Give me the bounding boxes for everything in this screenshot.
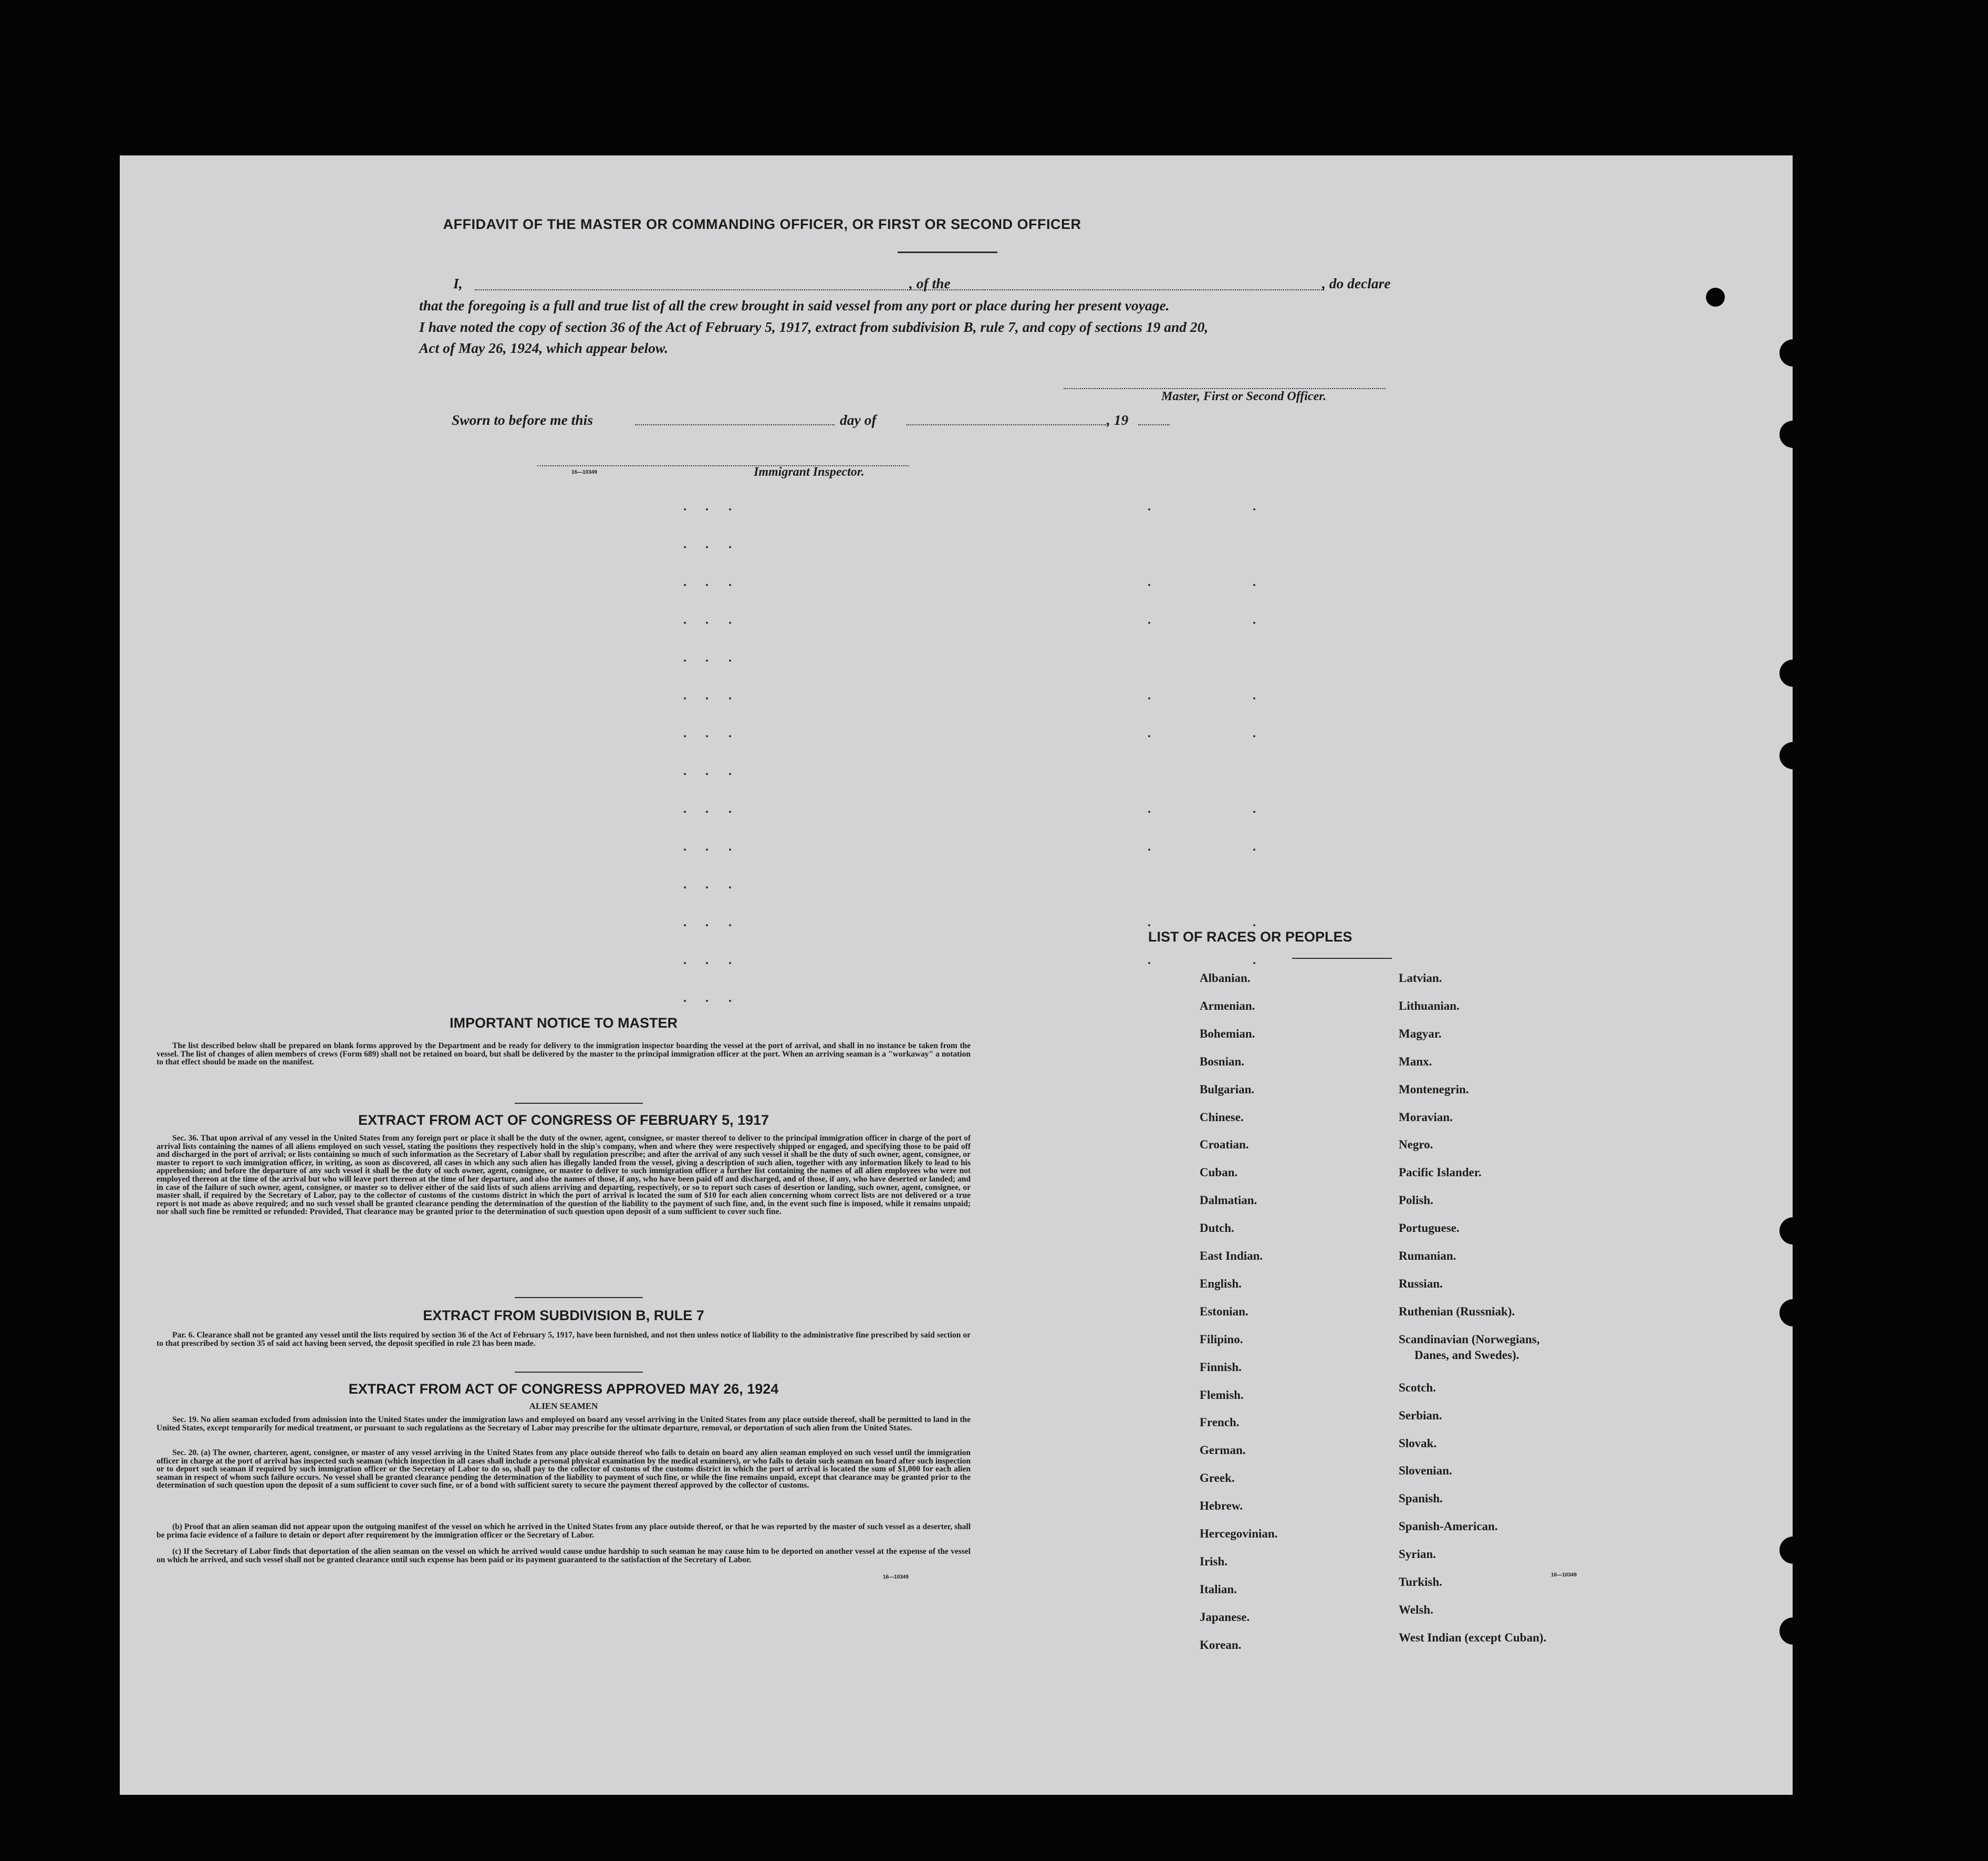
race-item: Cuban. bbox=[1200, 1166, 1238, 1179]
race-item: Montenegrin. bbox=[1399, 1082, 1469, 1096]
perforation-dot bbox=[1148, 584, 1150, 586]
perforation-dot bbox=[1148, 962, 1150, 964]
punch-hole bbox=[1779, 1617, 1793, 1645]
perforation-dot bbox=[1148, 735, 1150, 737]
sworn-month-blank[interactable] bbox=[907, 424, 1106, 425]
document-page bbox=[120, 155, 1793, 1795]
race-item: German. bbox=[1200, 1444, 1246, 1457]
perforation-dot bbox=[684, 1000, 686, 1002]
form-number-top: 16—10349 bbox=[571, 469, 597, 475]
race-item: Croatian. bbox=[1200, 1138, 1249, 1152]
perforation-dot bbox=[1253, 584, 1255, 586]
race-item: Polish. bbox=[1399, 1194, 1433, 1207]
perforation-dot bbox=[706, 773, 708, 775]
perforation-dot bbox=[684, 886, 686, 888]
notice-text: The list described below shall be prepared on blank forms approved by the Department and be ready for delivery to the immigration inspector boarding the vessel at the port of arrival, and shall in no instance be taken from the vessel. The list of changes of alien members of crews (Form 689) shall not be retained on board, but shall be delivered by the master to the principal immigration officer at the port. When an arriving seaman is a "workaway" a notation to that effect should be made on the manifest. bbox=[157, 1041, 971, 1067]
race-item: Irish. bbox=[1200, 1554, 1228, 1568]
race-item: Filipino. bbox=[1200, 1332, 1243, 1346]
perforation-dot bbox=[684, 924, 686, 926]
perforation-dot bbox=[706, 811, 708, 813]
perforation-dot bbox=[1253, 962, 1255, 964]
extract-1924-title: EXTRACT FROM ACT OF CONGRESS APPROVED MAY 26, 1924 bbox=[348, 1381, 779, 1397]
race-item: Albanian. bbox=[1200, 971, 1251, 985]
perforation-dot bbox=[706, 962, 708, 964]
perforation-dot bbox=[729, 849, 731, 851]
perforation-dot bbox=[706, 1000, 708, 1002]
perforation-dot bbox=[684, 811, 686, 813]
perforation-dot bbox=[729, 811, 731, 813]
perforation-dot bbox=[1253, 811, 1255, 813]
extract-1917-title: EXTRACT FROM ACT OF CONGRESS OF FEBRUARY 5, 1917 bbox=[358, 1112, 769, 1128]
perforation-dot bbox=[706, 584, 708, 586]
race-item: Dalmatian. bbox=[1200, 1194, 1257, 1207]
signature-label: Master, First or Second Officer. bbox=[1161, 390, 1327, 403]
race-item: Hercegovinian. bbox=[1200, 1527, 1278, 1540]
race-item: Korean. bbox=[1200, 1638, 1242, 1651]
race-item: Flemish. bbox=[1200, 1388, 1244, 1402]
perforation-dot bbox=[729, 660, 731, 662]
perforation-dot bbox=[706, 508, 708, 510]
perforation-dot bbox=[1148, 924, 1150, 926]
race-item: Chinese. bbox=[1200, 1110, 1244, 1124]
perforation-dot bbox=[706, 924, 708, 926]
race-item: Latvian. bbox=[1399, 971, 1442, 985]
race-item: Estonian. bbox=[1200, 1304, 1248, 1318]
perforation-dot bbox=[1253, 508, 1255, 510]
perforation-dot bbox=[1253, 924, 1255, 926]
race-item: Negro. bbox=[1399, 1138, 1433, 1152]
punch-hole bbox=[1779, 660, 1793, 687]
sec-19-text: Sec. 19. No alien seaman excluded from admission into the United States under the immigration laws and employed on board any vessel arriving in the United States from any place outside thereof, shall be permitted to land in the United States, except temporarily for medical treatment, or pursuant to such regulations as the Secretary of Labor may prescribe for the ultimate departure, removal, or deportation of such alien from the United States. bbox=[157, 1415, 971, 1433]
perforation-dot bbox=[729, 924, 731, 926]
affidavit-of-the: , of the bbox=[909, 275, 951, 291]
inspector-label: Immigrant Inspector. bbox=[754, 465, 865, 479]
perforation-dot bbox=[729, 773, 731, 775]
sec-20a-text: Sec. 20. (a) The owner, charterer, agent, consignee, or master of any vessel arriving in the United States from any place outside thereof who fails to detain on board any alien seaman employed on such vessel until the immigration officer in charge at the port of arrival has inspected such seaman (which inspection in all cases shall include a personal physical examination by the medical examiners), or who fails to detain such seaman on board after such inspection or to deport such seaman if required by such immigration officer or the Secretary of Labor to do so, shall pay to the collector of customs of the customs district in which the port of arrival is located the sum of $1,000 for each alien seaman in respect of whom such failure occurs. No vessel shall be granted clearance pending the determination of the liability to payment of such fine, or while the fine remains unpaid, except that clearance may be granted prior to the determination of such question upon the deposit of a sum sufficient to cover such fine, or of a bond with sufficient surety to secure the payment thereof approved by the collector of customs. bbox=[157, 1448, 971, 1490]
perforation-dot bbox=[684, 622, 686, 624]
perforation-dot bbox=[706, 660, 708, 662]
year-text: , 19 bbox=[1107, 412, 1129, 428]
perforation-dot bbox=[729, 735, 731, 737]
sec-20c-text: (c) If the Secretary of Labor finds that deportation of the alien seaman on the vessel on which he arrived would cause undue hardship to such seaman he may cause him to be deported on another vessel at the expense of the vessel on which he arrived, and such vessel shall not be granted clearance until such expense has been paid or its payment guaranteed to the satisfaction of the Secretary of Labor. bbox=[157, 1547, 971, 1564]
affidavit-do-declare: , do declare bbox=[1322, 275, 1391, 291]
extract-1917-text: Sec. 36. That upon arrival of any vessel in the United States from any foreign port or place it shall be the duty of the owner, agent, consignee, or master thereof to deliver to the principal immigration officer in charge of the port of arrival lists containing the names of all aliens employed on such vessel, stating the positions they respectively hold in the ship's company, when and where they were respectively shipped or engaged, and specifying those to be paid off and discharged in the port of arrival; or lists containing so much of such information as the Secretary of Labor shall by regulation prescribe; and after the arrival of any such vessel it shall be the duty of such owner, agent, consignee, or master to report to such immigration officer, in writing, as soon as discovered, all cases in which any such alien has illegally landed from the vessel, giving a description of such alien, together with any information likely to lead to his apprehension; and before the departure of any such vessel it shall be the duty of such owner, agent, consignee, or master to deliver to such immigration officer a further list containing the names of all alien employees who were not employed thereon at the time of the arrival but who will leave port thereon at the time of her departure, and also the names of those, if any, who have been paid off and discharged, and of those, if any, who have deserted or landed; and in case of the failure of such owner, agent, consignee, or master so to deliver either of the said lists of such aliens arriving and departing, respectively, or so to report such cases of desertion or landing, such owner, agent, consignee, or master shall, if required by the Secretary of Labor, pay to the collector of customs of the customs district in which the port of arrival is located the sum of $10 for each alien concerning whom correct lists are not delivered or a true report is not made as above required; and no such vessel shall be granted clearance pending the determination of the question of the liability to the payment of such fine, and, in the event such fine is imposed, while it remains unpaid; nor shall such fine be remitted or refunded: Provided, That clearance may be granted prior to the determination of such question upon deposit of a sum sufficient to cover such fine. bbox=[157, 1134, 971, 1217]
race-item: Slovak. bbox=[1399, 1436, 1437, 1450]
race-item: Slovenian. bbox=[1399, 1464, 1452, 1478]
form-number-races: 16—10349 bbox=[1551, 1572, 1577, 1578]
perforation-dot bbox=[706, 735, 708, 737]
perforation-dot bbox=[684, 660, 686, 662]
punch-hole bbox=[1779, 1536, 1793, 1564]
perforation-dot bbox=[706, 622, 708, 624]
race-item: Syrian. bbox=[1399, 1548, 1436, 1561]
perforation-dot bbox=[729, 962, 731, 964]
perforation-dot bbox=[1253, 622, 1255, 624]
perforation-dot bbox=[684, 773, 686, 775]
perforation-dot bbox=[1253, 849, 1255, 851]
perforation-dot bbox=[684, 962, 686, 964]
subdivision-b-title: EXTRACT FROM SUBDIVISION B, RULE 7 bbox=[423, 1308, 704, 1323]
perforation-dot bbox=[729, 508, 731, 510]
perforation-dot bbox=[729, 886, 731, 888]
perforation-dot bbox=[1148, 697, 1150, 699]
race-item: Spanish-American. bbox=[1399, 1520, 1498, 1533]
sworn-text: Sworn to before me this bbox=[452, 412, 593, 428]
race-item: Serbian. bbox=[1399, 1408, 1442, 1422]
race-item: Spanish. bbox=[1399, 1492, 1443, 1505]
perforation-dot bbox=[1148, 508, 1150, 510]
race-item: Turkish. bbox=[1399, 1575, 1442, 1588]
punch-hole bbox=[1779, 1217, 1793, 1245]
race-item: Rumanian. bbox=[1399, 1249, 1456, 1262]
perforation-dot bbox=[729, 584, 731, 586]
sworn-day-blank[interactable] bbox=[635, 424, 835, 425]
race-item: Dutch. bbox=[1200, 1221, 1234, 1235]
divider-2 bbox=[515, 1297, 643, 1298]
race-item: Pacific Islander. bbox=[1399, 1166, 1482, 1179]
race-item: French. bbox=[1200, 1416, 1240, 1429]
race-item: Ruthenian (Russniak). bbox=[1399, 1304, 1515, 1318]
race-item: Finnish. bbox=[1200, 1360, 1242, 1374]
divider-1 bbox=[515, 1103, 643, 1104]
race-item: Italian. bbox=[1200, 1582, 1237, 1596]
perforation-dot bbox=[706, 697, 708, 699]
race-item: Armenian. bbox=[1200, 999, 1255, 1012]
perforation-dot bbox=[729, 546, 731, 548]
subdivision-b-text: Par. 6. Clearance shall not be granted any vessel until the lists required by section 36 of the Act of February 5, 1917, have been furnished, and not then unless notice of liability to the administrative fine prescribed by said section or to that prescribed by section 35 of said act having been served, the deposit specified in rule 23 has been made. bbox=[157, 1331, 971, 1348]
perforation-dot bbox=[684, 697, 686, 699]
alien-seamen-subtitle: ALIEN SEAMEN bbox=[529, 1401, 598, 1411]
race-item: Scotch. bbox=[1399, 1381, 1436, 1394]
race-item: Magyar. bbox=[1399, 1027, 1442, 1040]
sec-20b-text: (b) Proof that an alien seaman did not appear upon the outgoing manifest of the vessel on which he arrived in the United States from any place outside thereof, or that he was reported by the master of such vessel as a deserter, shall be prima facie evidence of a failure to detain or deport after requirement by the immigration officer or the Secretary of Labor. bbox=[157, 1522, 971, 1540]
race-item: Danes, and Swedes). bbox=[1414, 1348, 1519, 1362]
signature-blank[interactable] bbox=[1064, 388, 1386, 389]
punch-hole bbox=[1779, 339, 1793, 367]
race-item: Hebrew. bbox=[1200, 1499, 1243, 1513]
races-title: LIST OF RACES OR PEOPLES bbox=[1148, 929, 1352, 945]
divider-3 bbox=[515, 1372, 643, 1373]
race-item: Welsh. bbox=[1399, 1603, 1433, 1616]
affidavit-title: AFFIDAVIT OF THE MASTER OR COMMANDING OFFICER, OR FIRST OR SECOND OFFICER bbox=[443, 216, 1081, 232]
affidavit-line4: Act of May 26, 1924, which appear below. bbox=[419, 340, 669, 356]
title-divider bbox=[898, 252, 997, 253]
perforation-dot bbox=[1148, 849, 1150, 851]
race-item: West Indian (except Cuban). bbox=[1399, 1630, 1547, 1644]
perforation-dot bbox=[1148, 811, 1150, 813]
race-item: Moravian. bbox=[1399, 1110, 1453, 1124]
race-item: Greek. bbox=[1200, 1471, 1235, 1485]
punch-hole bbox=[1779, 742, 1793, 769]
perforation-dot bbox=[1148, 622, 1150, 624]
perforation-dot bbox=[684, 849, 686, 851]
punch-hole bbox=[1779, 421, 1793, 448]
perforation-dot bbox=[1253, 735, 1255, 737]
affidavit-line2: that the foregoing is a full and true list of all the crew brought in said vessel from any port or place during her present voyage. bbox=[419, 297, 1170, 313]
race-item: Scandinavian (Norwegians, bbox=[1399, 1332, 1540, 1346]
perforation-dot bbox=[1253, 697, 1255, 699]
vessel-blank[interactable] bbox=[972, 289, 1324, 290]
race-item: Portuguese. bbox=[1399, 1221, 1460, 1235]
perforation-dot bbox=[729, 1000, 731, 1002]
perforation-dot bbox=[706, 849, 708, 851]
notice-title: IMPORTANT NOTICE TO MASTER bbox=[450, 1015, 678, 1031]
perforation-dot bbox=[684, 735, 686, 737]
race-item: Manx. bbox=[1399, 1054, 1432, 1068]
day-of-text: day of bbox=[840, 412, 877, 428]
race-item: Lithuanian. bbox=[1399, 999, 1460, 1012]
affidavit-i: I, bbox=[453, 275, 463, 291]
race-item: Bulgarian. bbox=[1200, 1082, 1255, 1096]
perforation-dot bbox=[684, 546, 686, 548]
race-item: English. bbox=[1200, 1277, 1242, 1290]
perforation-dot bbox=[706, 546, 708, 548]
race-item: Bohemian. bbox=[1200, 1027, 1255, 1040]
perforation-dot bbox=[729, 622, 731, 624]
races-divider bbox=[1292, 958, 1392, 959]
form-number-bottom-left: 16—10349 bbox=[883, 1574, 909, 1580]
perforation-dot bbox=[706, 886, 708, 888]
perforation-dot bbox=[684, 584, 686, 586]
perforation-dot bbox=[729, 697, 731, 699]
race-item: East Indian. bbox=[1200, 1249, 1263, 1262]
punch-hole bbox=[1706, 288, 1725, 307]
race-item: Bosnian. bbox=[1200, 1054, 1245, 1068]
affidavit-line3: I have noted the copy of section 36 of the Act of February 5, 1917, extract from subdivision B, rule 7, and copy of sections 19 and 20, bbox=[419, 319, 1209, 335]
race-item: Russian. bbox=[1399, 1277, 1443, 1290]
race-item: Japanese. bbox=[1200, 1610, 1250, 1624]
year-blank[interactable] bbox=[1138, 424, 1170, 425]
punch-hole bbox=[1779, 1299, 1793, 1326]
perforation-dot bbox=[684, 508, 686, 510]
